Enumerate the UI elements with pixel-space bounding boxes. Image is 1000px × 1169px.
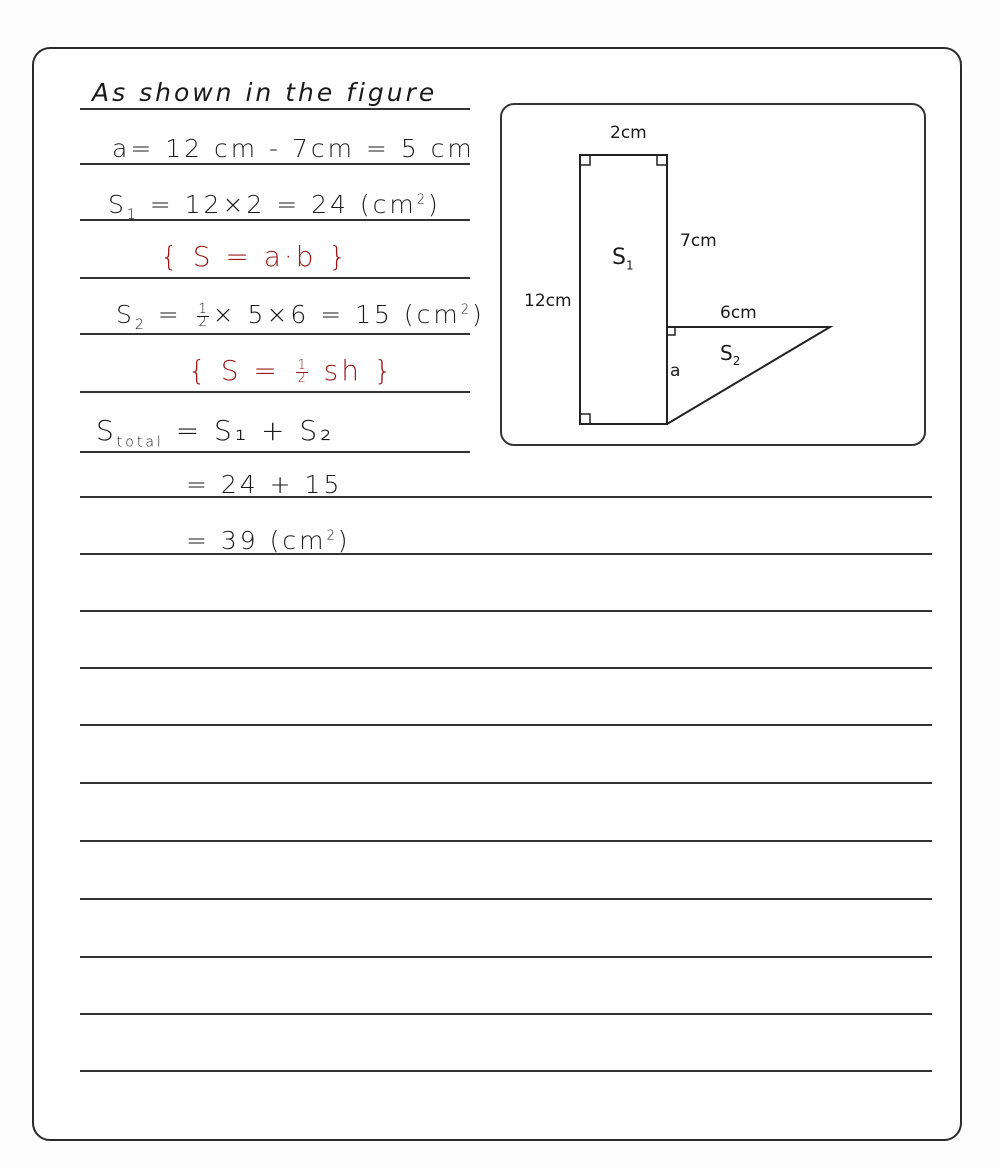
s2-calculation: $S_2$ = $\frac{1}{2}$ × 5×6 = 15 $(cm^2)$ (116, 300, 485, 333)
rule-line (80, 277, 470, 279)
rectangle-s1 (580, 155, 667, 424)
triangle-s2 (667, 327, 830, 424)
total-area-line: $S_{total} = S_1 + S_2$ (96, 414, 335, 451)
rule-line (80, 163, 470, 165)
rule-line (80, 956, 932, 958)
rule-line (80, 782, 932, 784)
label-upper-height: 7cm (680, 231, 717, 251)
s1-calculation: $S_1 = 12\times 2 = 24$ $(cm^2)$ (108, 190, 441, 223)
sum-line: = 24 + 15 (186, 470, 343, 499)
triangle-area-formula: { S = $\frac{1}{2}$ sh } (188, 354, 395, 387)
rule-line (80, 840, 932, 842)
intro-line: As shown in the figure (92, 78, 438, 107)
label-triangle-base: 6cm (720, 303, 757, 323)
rule-line (80, 610, 932, 612)
rule-line (80, 451, 470, 453)
rule-line (80, 724, 932, 726)
figure-box (500, 103, 926, 446)
rule-line (80, 333, 470, 335)
a-calculation: a= 12 cm - 7cm = 5 cm (112, 134, 475, 163)
label-top-width: 2cm (610, 123, 647, 143)
right-angle-mark (580, 155, 590, 165)
rule-line (80, 391, 470, 393)
rule-line (80, 108, 470, 110)
label-segment-a: a (670, 361, 681, 381)
right-angle-mark (580, 414, 590, 424)
label-left-height: 12cm (524, 291, 572, 311)
rule-line (80, 1013, 932, 1015)
right-angle-mark (667, 327, 675, 335)
result-line: = 39 $(cm^2)$ (186, 526, 351, 555)
label-s2: $S_2$ (720, 341, 741, 368)
rule-line (80, 667, 932, 669)
label-s1: $S_1$ (612, 245, 634, 273)
rule-line (80, 1070, 932, 1072)
rule-line (80, 898, 932, 900)
right-angle-mark (657, 155, 667, 165)
rectangle-area-formula: { S = a·b } (160, 240, 350, 273)
composite-shape-diagram (502, 105, 924, 444)
